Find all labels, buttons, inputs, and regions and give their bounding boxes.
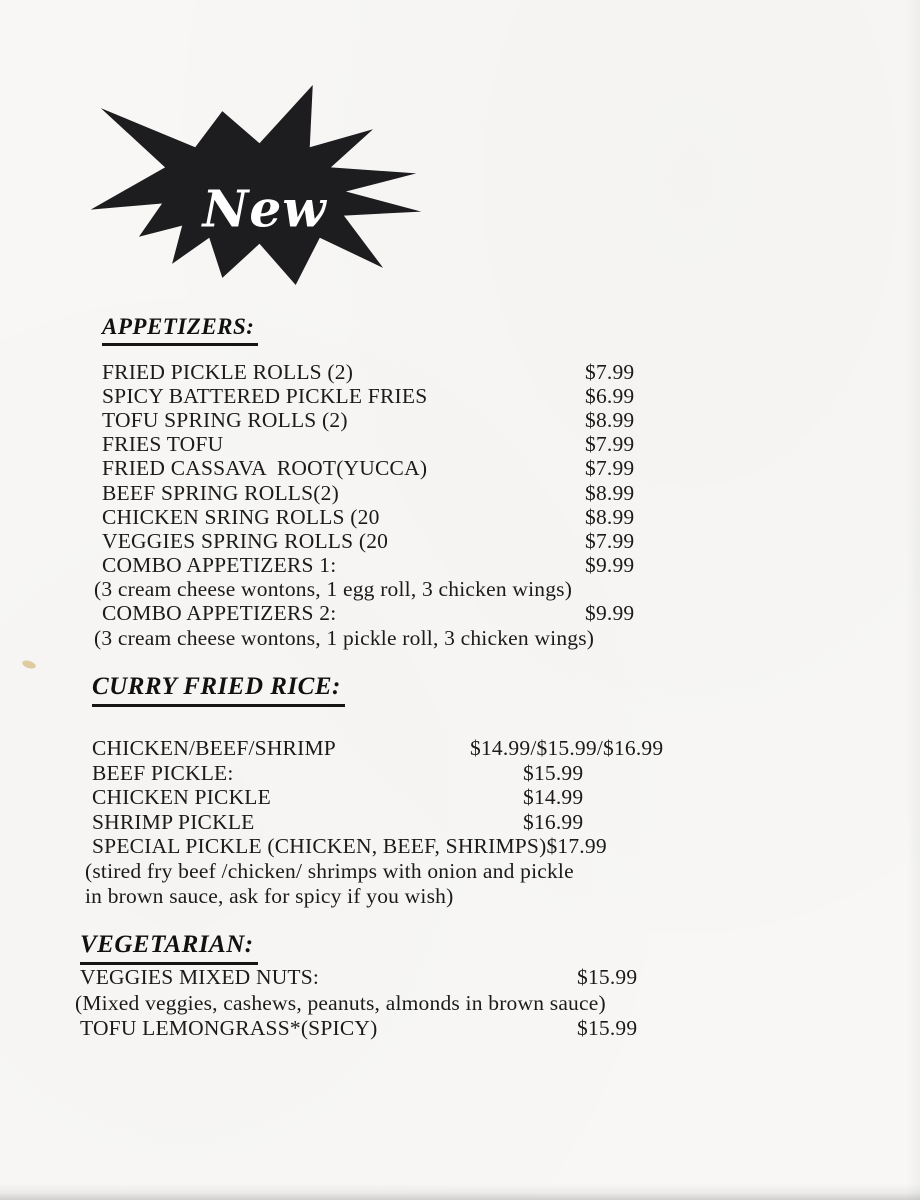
menu-item-row — [92, 810, 842, 835]
appetizers-items — [94, 359, 822, 650]
item-name: (3 cream cheese wontons, 1 pickle roll, 3 chicken wings) — [94, 625, 595, 650]
menu-item-note — [85, 858, 842, 884]
new-badge-label: New — [202, 179, 327, 239]
curry-fried-rice-heading: CURRY FRIED RICE: — [92, 672, 345, 707]
item-name: COMBO APPETIZERS 1: — [102, 553, 337, 578]
item-price: $15.99 — [523, 760, 584, 785]
new-starburst-badge — [85, 85, 430, 298]
item-price: $15.99 — [577, 965, 638, 989]
menu-item-row — [102, 432, 822, 456]
menu-item-row — [102, 553, 822, 577]
item-price: $7.99 — [585, 456, 635, 481]
item-price: $7.99 — [585, 359, 635, 384]
item-name: FRIED PICKLE ROLLS (2) — [102, 359, 354, 384]
menu-item-row — [102, 481, 822, 505]
menu-item-note — [75, 990, 850, 1017]
item-price: $8.99 — [585, 480, 635, 505]
item-name: (stired fry beef /chicken/ shrimps with onion and pickle — [85, 858, 574, 883]
menu-item-row — [92, 761, 842, 786]
appetizers-heading: APPETIZERS: — [102, 313, 258, 346]
menu-item-row — [102, 601, 822, 625]
item-price: $14.99/$15.99/$16.99 — [470, 736, 664, 760]
item-name: CHICKEN SRING ROLLS (20 — [102, 504, 380, 529]
page-edge-shadow-right — [906, 0, 920, 1200]
item-name: TOFU SPRING ROLLS (2) — [102, 407, 348, 432]
section-curry-fried-rice — [85, 672, 842, 908]
item-price: $7.99 — [585, 432, 635, 457]
menu-item-row — [92, 834, 842, 859]
menu-item-note — [85, 883, 842, 909]
menu-item-row — [102, 456, 822, 480]
item-price: $8.99 — [585, 504, 635, 529]
item-price: $7.99 — [585, 528, 635, 553]
item-name: (3 cream cheese wontons, 1 egg roll, 3 chicken wings) — [94, 577, 573, 602]
vegetarian-heading: VEGETARIAN: — [80, 930, 258, 965]
item-price: $9.99 — [585, 553, 635, 578]
menu-item-row — [92, 785, 842, 810]
item-name: SHRIMP PICKLE — [92, 809, 255, 834]
item-name: in brown sauce, ask for spicy if you wish) — [85, 883, 454, 908]
item-name: FRIES TOFU — [102, 432, 224, 457]
item-name: BEEF PICKLE: — [92, 760, 234, 785]
item-price: $8.99 — [585, 407, 635, 432]
page-edge-shadow-bottom — [0, 1184, 920, 1200]
menu-item-note — [94, 577, 822, 602]
item-name: VEGGIES MIXED NUTS: — [80, 965, 320, 989]
menu-item-row — [102, 408, 822, 432]
item-name: COMBO APPETIZERS 2: — [102, 601, 337, 626]
item-price: $16.99 — [523, 809, 584, 834]
item-name: CHICKEN PICKLE — [92, 785, 271, 810]
item-price: $9.99 — [585, 601, 635, 626]
menu-item-row — [92, 736, 842, 761]
menu-item-row — [80, 1016, 850, 1042]
vegetarian-items — [75, 965, 850, 1042]
item-name: (Mixed veggies, cashews, peanuts, almonds in brown sauce) — [75, 990, 606, 1015]
curry-fried-rice-items — [85, 736, 842, 908]
item-price: $6.99 — [585, 383, 635, 408]
item-price: $14.99 — [523, 785, 584, 810]
item-name: SPICY BATTERED PICKLE FRIES — [102, 383, 428, 408]
item-name: FRIED CASSAVA ROOT(YUCCA) — [102, 456, 428, 481]
menu-item-row — [102, 529, 822, 553]
section-vegetarian — [75, 930, 850, 1042]
item-name: BEEF SPRING ROLLS(2) — [102, 480, 339, 505]
menu-item-row — [102, 505, 822, 529]
item-price: $17.99 — [546, 834, 607, 859]
menu-item-row — [80, 965, 850, 991]
item-name: CHICKEN/BEEF/SHRIMP — [92, 736, 336, 760]
item-name: VEGGIES SPRING ROLLS (20 — [102, 528, 389, 553]
item-price: $15.99 — [577, 1016, 638, 1040]
menu-item-row — [102, 384, 822, 408]
menu-item-row — [102, 360, 822, 384]
paper-speck — [21, 659, 36, 670]
section-appetizers — [94, 313, 822, 650]
item-name: SPECIAL PICKLE (CHICKEN, BEEF, SHRIMPS) — [92, 834, 547, 859]
item-name: TOFU LEMONGRASS*(SPICY) — [80, 1016, 378, 1040]
menu-item-note — [94, 625, 822, 650]
